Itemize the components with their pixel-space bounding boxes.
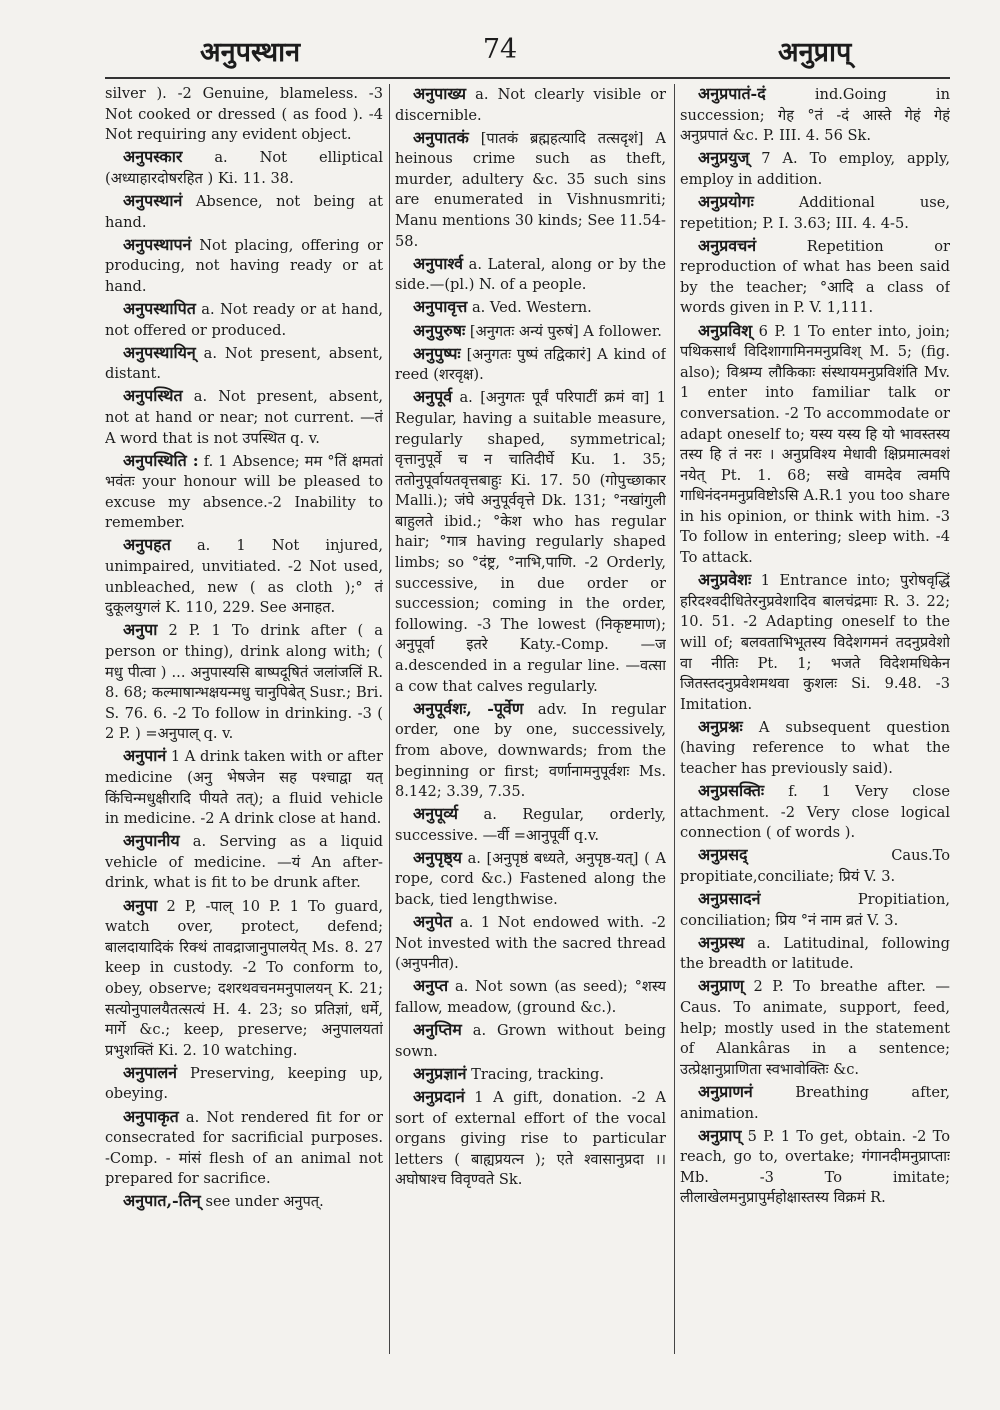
entry-definition: Tracing, tracking. [471,1065,605,1083]
entry-headword: अनुपस्थापित [123,298,196,318]
entry-definition: Not placing, offering or producing, not having ready or at hand. [105,236,383,295]
entry-headword: अनुप्रश्नः [698,716,743,736]
entry-headword: अनुपात,-तिन् [123,1191,201,1211]
column-3 [680,84,950,1406]
dictionary-entry [680,781,950,844]
entry-headword: अनुपातकं [413,127,469,147]
entry-definition: a. Not clearly visible or discernible. [395,86,666,124]
entry-definition: a. Regular, orderly, successive. —र्वी =आनुपूर्वी q.v. [395,806,666,844]
entry-headword: अनुप्रवचनं [698,235,757,255]
entry-headword: अनुपार्श्व [413,253,464,273]
entry-headword: अनुपुष्पः [413,343,461,363]
dictionary-entry [105,831,383,894]
entry-headword: अनुप्राप् [698,1125,742,1145]
entry-definition: Caus.To propitiate,conciliate; प्रियं V. 3. [680,847,950,885]
entry-definition: f. 1 Absence; मम °तिं क्षमतां भवंतः your honour will be pleased to excuse my absence.-2 Inability to remember. [105,452,383,532]
dictionary-entry [105,299,383,341]
entry-headword: अनुप्रस्थ [698,932,745,952]
entry-headword: अनुप्रयोगः [698,191,754,211]
entry-definition: Absence, not being at hand. [105,192,383,231]
entry-headword: अनुपालनं [123,1062,178,1082]
dictionary-entry [680,933,950,975]
dictionary-entry [395,128,666,253]
dictionary-entry [680,84,950,147]
entry-headword: अनुपस्थानं [123,190,183,210]
entry-headword: अनुपूर्वशः, -पूर्वेण [413,698,524,718]
dictionary-entry [105,1063,383,1105]
entry-headword: अनुपावृत्त [413,297,468,317]
dictionary-entry [395,254,666,296]
dictionary-entry [105,620,383,745]
page-number: 74 [482,34,518,65]
entry-definition: see under अनुपत्. [205,1193,324,1211]
entry-headword: अनुप्रसादनं [698,889,761,909]
dictionary-entry [105,1191,383,1213]
entry-definition: a. [अनुपृष्ठं बध्यते, अनुपृष्ठ-यत्] ( A rope, cord &c.) Fastened along the back, tied lengthwise. [395,849,666,909]
entry-definition: Preserving, keeping up, obeying. [105,1064,383,1103]
entry-headword: अनुपस्कार [123,147,183,167]
entry-definition: 2 P. To breathe after. —Caus. To animate, support, feed, help; mostly used in the statement of Alankâras in a sentence; उत्प्रेक्षानुप्राणिता स्वभावोक्तिः &c. [680,978,950,1078]
entry-definition: adv. In regular order, one by one, successively, from above, downwards; from the beginning or first; वर्णानामनुपूर्वशः Ms. 8.142; 3.39, 7.35. [395,700,666,801]
entry-definition: a. Not present, absent, not at hand or near; not current. —तं A word that is not उपस्थित q. v. [105,388,383,447]
entry-definition: a. Ved. Western. [471,299,592,317]
entry-definition: a. Not rendered fit for or consecrated for sacrificial purposes. -Comp. - मांसं flesh of an animal not prepared for sacrifice. [105,1108,383,1188]
dictionary-entry [395,1087,666,1191]
right-running-headword: अनुप्राप् [778,37,852,68]
entry-definition: a. Latitudinal, following the breadth or latitude. [680,934,950,973]
dictionary-entry [395,804,666,846]
entry-definition: 1 A gift, donation. -2 A sort of external effort of the vocal organs giving rise to particular letters ( बाह्यप्रयत्न ); एते श्वासानुप्रदा ।। अघोषाश्च विवृण्वते Sk. [395,1088,666,1189]
dictionary-entry [680,1082,950,1124]
entry-definition: ind.Going in succession; गेह °तं -दं आस्ते गेहं गेहं अनुप्रपातं &c. P. III. 4. 56 Sk. [680,86,950,145]
entry-definition: a. Serving as a liquid vehicle of medicine. —यं An after-drink, what is fit to be drunk after. [105,833,383,892]
entry-definition: a. Not sown (as seed); °शस्य fallow, meadow, (ground &c.). [395,978,666,1017]
dictionary-entry [105,147,383,189]
dictionary-entry [395,1020,666,1062]
entry-headword: अनुप्रदानं [413,1086,465,1106]
dictionary-entry [395,912,666,975]
dictionary-entry [395,387,666,697]
dictionary-entry [105,84,383,146]
entry-definition: Repetition or reproduction of what has been said by the teacher; °आदि a class of words given in P. V. 1,111. [680,237,950,317]
dictionary-entry [680,976,950,1080]
entry-headword: अनुपाकृत [123,1106,179,1126]
entry-definition: 2 P, -पाल् 10 P. 1 To guard, watch over, protect, defend; बालदायादिकं रिक्थं तावद्राजानुपालयेत् Ms. 8. 27 keep in custody. -2 To conform to, obey, observe; दशरथवचनमनुपालयन् K. 21; सत्योनुपालयैतत्सत्यं H. 4. 23; so प्रतिज्ञां, धर्मे, मार्गे &c.; keep, preserve; अनुपालयतां प्रभुशक्तिं Ki. 2. 10 watching. [105,897,383,1059]
entry-headword: अनुप्राणनं [698,1081,753,1101]
column-2 [395,84,666,1406]
entry-headword: अनुप्रयुज् [698,148,750,168]
header-rule [105,77,950,79]
column-divider [674,84,675,1354]
entry-headword: अनुप्रसक्तिः [698,781,765,801]
entry-headword: अनुप्त [413,976,449,996]
entry-definition: [पातकं ब्रह्महत्यादि तत्सदृशं] A heinous crime such as theft, murder, adultery &c. 35 such sins are enumerated in Vishnusmriti; Manu mentions 30 kinds; See 11.54-58. [395,129,666,250]
entry-definition: [अनुगतः पुष्पं तद्विकारं] A kind of reed (शरवृक्ष). [395,345,666,384]
dictionary-entry [105,746,383,829]
entry-headword: अनुप्राण् [698,976,744,996]
dictionary-entry [680,845,950,887]
dictionary-entry [395,1064,666,1086]
entry-definition: a. Lateral, along or by the side.—(pl.) N. of a people. [395,255,666,294]
entry-headword: अनुप्तिम [413,1020,462,1040]
entry-definition: 5 P. 1 To get, obtain. -2 To reach, go to, overtake; गंगानदीमनुप्राप्ताः Mb. -3 To imitate; लीलाखेलमनुप्रापुर्महोक्षास्तस्य विक्रमं R. [680,1127,950,1207]
entry-headword: अनुप्रज्ञानं [413,1063,467,1083]
left-running-headword: अनुपस्थान [200,37,301,68]
entry-headword: अनुपृष्ठ्य [413,847,462,867]
entry-definition: 6 P. 1 To enter into, join; पथिकसार्थं विदिशागामिनमनुप्रविश् M. 5; (fig. also); विश्रम्य लौकिकाः संस्थायमनुप्रविशंति Mv. 1 enter into familiar talk or conversation. -2 To accommodate or adapt oneself to; यस्य यस्य हि यो भावस्तस्य तस्य हि तं नरः । अनुप्रविश्य मेधावी क्षिप्रमात्मवशं नयेत् Pt. 1. 68; सखे वामदेव त्वमपि गाधिनंदनमनुप्रविष्टोऽसि A.R.1 you too share in his opinion, or think with him. -3 To follow in entering; sleep with. -4 To attack. [680,322,950,567]
dictionary-entry [680,192,950,234]
dictionary-entry [680,321,950,569]
dictionary-entry [395,344,666,386]
entry-headword: अनुप्रविश् [698,320,753,340]
entry-definition: A subsequent question (having reference to what the teacher has previously said). [680,718,950,777]
dictionary-entry [395,84,666,126]
entry-headword: अनुपस्थिति : [123,450,199,470]
entry-definition: a. 1 Not endowed with. -2 Not invested with the sacred thread (अनुपनीत). [395,914,666,973]
entry-headword: अनुपेत [413,912,453,932]
dictionary-entry [395,321,666,343]
entry-headword: अनुपहत [123,535,171,555]
entry-definition: a. Grown without being sown. [395,1022,666,1060]
entry-headword: अनुपा [123,895,158,915]
dictionary-entry [105,1107,383,1190]
dictionary-entry [105,535,383,618]
entry-headword: अनुपस्थित [123,386,183,406]
dictionary-entry [105,343,383,385]
dictionary-entry [680,236,950,319]
entry-definition: Propitiation, conciliation; प्रिय °नं नाम व्रतं V. 3. [680,891,950,929]
entry-headword: अनुपुरुषः [413,320,466,340]
entry-headword: अनुपा [123,620,158,640]
entry-definition: 2 P. 1 To drink after ( a person or thing), drink along with; ( मधु पीत्वा ) ... अनुपास्यसि बाष्पदूषितं जलांजलिं R. 8. 68; कल्माषान्भक्षयन्मधु चानुपिबेत् Susr.; Bri. S. 76. 6. -2 To follow in drinking. -3 ( 2 P. ) =अनुपाल् q. v. [105,622,383,743]
entry-headword: अनुपूर्व [413,387,453,407]
entry-headword: अनुपस्थायिन् [123,342,196,362]
dictionary-entry [395,848,666,911]
dictionary-entry [395,699,666,803]
dictionary-entry [395,976,666,1018]
entry-headword: अनुपस्थापनं [123,234,192,254]
column-divider [389,84,390,1354]
entry-headword: अनुपानं [123,746,167,766]
entry-definition: a. [अनुगतः पूर्वं परिपाटीं क्रमं वा] 1 Regular, having a suitable measure, regularly shaped, symmetrical; वृत्तानुपूर्वे च न चातिदीर्घे Ku. 1. 35; ततोनुपूर्वायतवृत्तबाहुः Ki. 17. 50 (गोपुच्छाकार Malli.); जंघे अनुपूर्ववृत्ते Dk. 131; °नखांगुली बाहुलते ibid.; °केश who has regular hair; °गात्र having regularly shaped limbs; so °दंष्ट्र, °नाभि,पाणि. -2 Orderly, successive, in due order or succession; coming in the order, following. -3 The lowest (निकृष्टमाण); अनुपूर्वा इतरे Katy.-Comp. —ज a.descended in a regular line. —वत्सा a cow that calves regularly. [395,389,666,695]
entry-definition: Additional use, repetition; P. I. 3.63; III. 4. 4-5. [680,193,950,232]
dictionary-entry [680,570,950,715]
dictionary-entry [680,717,950,780]
entry-headword: अनुपूर्व्य [413,804,458,824]
dictionary-entry [680,1126,950,1209]
entry-definition: a. Not elliptical (अध्याहारदोषरहित ) Ki. 11. 38. [105,149,383,187]
entry-headword: अनुपानीय [123,831,180,851]
dictionary-entry [105,235,383,298]
entry-headword: अनुपाख्य [413,84,466,103]
dictionary-entry [395,297,666,319]
entry-definition: a. Not ready or at hand, not offered or produced. [105,300,383,339]
dictionary-entry [105,451,383,534]
entry-headword: अनुप्रपातं-दं [698,84,766,103]
entry-definition: 1 Entrance into; पुरोषवृद्धिं हरिदश्वदीधितेरनुप्रवेशादिव बालचंद्रमाः R. 3. 22; 10. 51. -2 Adapting oneself to the will of; बलवताभिभूतस्य विदेशगमनं तदनुप्रवेशो वा नीतिः Pt. 1; भजते विदेशमधिकेन जितस्तदनुप्रवेशमथवा कुशलः Si. 9.48. -3 Imitation. [680,572,950,713]
entry-definition: 7 A. To employ, apply, employ in addition. [680,150,950,188]
entry-definition: Breathing after, animation. [680,1083,950,1122]
entry-definition: silver ). -2 Genuine, blameless. -3 Not cooked or dressed ( as food ). -4 Not requiring any evident object. [105,85,383,144]
entry-definition: f. 1 Very close attachment. -2 Very close logical connection ( of words ). [680,783,950,842]
entry-headword: अनुप्रवेशः [698,570,752,590]
entry-definition: 1 A drink taken with or after medicine (अनु भेषजेन सह पश्चाद्वा यत् किंचिन्मधुक्षीरादि पीयते तत्); a fluid vehicle in medicine. -2 A drink close at hand. [105,748,383,828]
dictionary-entry [105,191,383,233]
entry-headword: अनुप्रसद् [698,845,748,865]
column-1 [105,84,383,1406]
entry-definition: [अनुगतः अन्यं पुरुषं] A follower. [469,322,662,340]
dictionary-entry [680,889,950,931]
entry-definition: a. 1 Not injured, unimpaired, unvitiated. -2 Not used, unbleached, new ( as cloth );° तं दुकूलयुगलं K. 110, 229. See अनाहत. [105,537,383,617]
dictionary-entry [105,386,383,449]
entry-definition: a. Not present, absent, distant. [105,344,383,383]
dictionary-entry [105,896,383,1062]
dictionary-entry [680,148,950,190]
